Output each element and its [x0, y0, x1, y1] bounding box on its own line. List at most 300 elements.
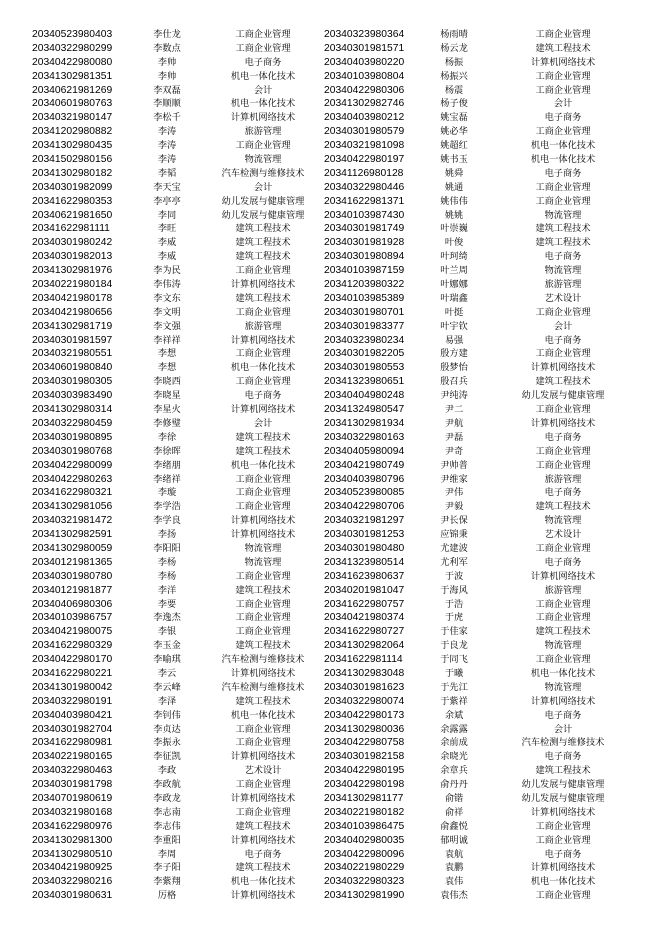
student-major: 计算机网络技术 [230, 279, 296, 291]
table-row [324, 709, 648, 723]
student-id: 20340421980749 [324, 459, 405, 471]
student-id: 20340303983490 [32, 390, 113, 402]
student-id: 20340422980197 [324, 154, 405, 166]
student-major: 建筑工程技术 [235, 695, 291, 707]
student-major: 工商企业管理 [235, 348, 291, 360]
table-row [32, 306, 324, 320]
table-row [324, 306, 648, 320]
student-major: 工商企业管理 [535, 70, 591, 82]
student-major: 工商企业管理 [235, 29, 291, 40]
table-row [32, 334, 324, 348]
student-major: 艺术设计 [544, 529, 582, 541]
table-row [324, 820, 648, 834]
student-major: 工商企业管理 [235, 737, 291, 749]
student-id: 20340601980840 [32, 362, 113, 374]
student-id: 20340103987430 [324, 209, 405, 221]
table-row [324, 153, 648, 167]
student-id: 20340322980216 [32, 876, 113, 888]
student-major: 建筑工程技术 [235, 431, 291, 443]
student-id: 20340301981623 [324, 681, 405, 693]
student-major: 物流管理 [244, 542, 282, 554]
table-row [32, 611, 324, 625]
student-id: 20340221980229 [324, 862, 405, 874]
student-major: 工商企业管理 [235, 487, 291, 499]
student-name: 尹维家 [440, 473, 468, 485]
table-row [324, 584, 648, 598]
table-row [32, 97, 324, 111]
student-major: 旅游管理 [244, 126, 282, 138]
table-row [324, 320, 648, 334]
student-major: 会计 [253, 84, 273, 96]
student-id: 20341323980514 [324, 556, 405, 568]
table-row [324, 806, 648, 820]
table-row [32, 431, 324, 445]
table-row [324, 778, 648, 792]
student-major: 计算机网络技术 [530, 695, 596, 707]
table-row [324, 56, 648, 70]
table-row [324, 84, 648, 98]
student-name: 姚通 [444, 181, 464, 193]
table-row [324, 347, 648, 361]
table-row [32, 195, 324, 209]
table-row [324, 222, 648, 236]
table-row [32, 875, 324, 889]
student-major: 工商企业管理 [235, 598, 291, 610]
student-major: 工商企业管理 [535, 404, 591, 416]
student-major: 建筑工程技术 [535, 626, 591, 638]
table-row [32, 584, 324, 598]
student-major: 电子商务 [544, 848, 582, 860]
student-major: 工商企业管理 [535, 542, 591, 554]
table-row [324, 264, 648, 278]
table-row [32, 292, 324, 306]
table-row [324, 445, 648, 459]
table-row [324, 486, 648, 500]
student-name: 李星火 [153, 404, 181, 416]
student-name: 余晓光 [440, 751, 468, 763]
student-id: 20340301980768 [32, 445, 113, 457]
table-row [32, 653, 324, 667]
student-major: 建筑工程技术 [235, 640, 291, 652]
student-major: 工商企业管理 [535, 306, 591, 318]
table-row [32, 473, 324, 487]
student-id: 20340301982013 [32, 251, 113, 263]
table-row [32, 709, 324, 723]
student-major: 工商企业管理 [535, 834, 591, 846]
student-id: 20340403980220 [324, 56, 405, 68]
student-name: 李银 [157, 626, 177, 638]
student-id: 20340601980763 [32, 98, 113, 110]
student-major: 汽车检测与维修技术 [521, 737, 605, 749]
student-major: 会计 [553, 98, 573, 110]
table-row [32, 181, 324, 195]
table-row [324, 431, 648, 445]
student-name: 李学浩 [153, 501, 181, 513]
table-row [32, 570, 324, 584]
student-id: 20341302981351 [32, 70, 113, 82]
table-row [324, 167, 648, 181]
student-major: 工商企业管理 [235, 306, 291, 318]
table-row [32, 556, 324, 570]
student-name: 于佳家 [440, 626, 468, 638]
student-id: 20340621981650 [32, 209, 113, 221]
student-major: 电子商务 [544, 167, 582, 179]
student-name: 李绪祥 [153, 473, 181, 485]
student-id: 20340301981928 [324, 237, 405, 249]
student-major: 建筑工程技术 [535, 376, 591, 388]
student-name: 李修璧 [153, 417, 181, 429]
student-name: 于曦 [444, 667, 464, 679]
table-row [32, 834, 324, 848]
student-id: 20341302980036 [324, 723, 405, 735]
table-row [32, 236, 324, 250]
table-row [32, 792, 324, 806]
student-name: 李泽 [157, 695, 177, 707]
student-id: 20340321981472 [32, 515, 113, 527]
table-row [324, 764, 648, 778]
student-major: 物流管理 [544, 265, 582, 277]
table-row [32, 528, 324, 542]
student-major: 工商企业管理 [235, 570, 291, 582]
student-major: 计算机网络技术 [530, 862, 596, 874]
student-name: 李天宝 [153, 181, 181, 193]
student-id: 20340301982158 [324, 751, 405, 763]
student-name: 李顺顺 [153, 98, 181, 110]
student-id: 20340321981098 [324, 140, 405, 152]
student-id: 20340322980459 [32, 417, 113, 429]
student-id: 20341324980547 [324, 404, 405, 416]
student-id: 20341622980981 [32, 737, 113, 749]
student-major: 计算机网络技术 [530, 806, 596, 818]
student-name: 李喻琪 [153, 654, 181, 666]
student-name: 李阳阳 [153, 542, 181, 554]
student-name: 李贞达 [153, 723, 181, 735]
student-name: 叶宇钦 [440, 320, 468, 332]
student-major: 计算机网络技术 [230, 834, 296, 846]
student-major: 幼儿发展与健康管理 [521, 390, 605, 402]
student-name: 李文强 [153, 320, 181, 332]
student-major: 建筑工程技术 [235, 237, 291, 249]
student-name: 殷梦怡 [440, 362, 468, 374]
student-id: 20340221980184 [32, 279, 113, 291]
student-id: 20340402980035 [324, 834, 405, 846]
student-name: 李徐 [157, 431, 177, 443]
table-row [324, 681, 648, 695]
student-id: 20341302981300 [32, 834, 113, 846]
student-id: 20341502980156 [32, 154, 113, 166]
student-major: 艺术设计 [244, 765, 282, 777]
table-row [324, 598, 648, 612]
student-id: 20340301983377 [324, 320, 405, 332]
student-id: 20340322980074 [324, 695, 405, 707]
table-row [32, 264, 324, 278]
student-id: 20340422980758 [324, 737, 405, 749]
student-name: 余露露 [440, 723, 468, 735]
table-row [32, 861, 324, 875]
student-name: 李洋 [157, 584, 177, 596]
student-id: 20340321980147 [32, 112, 113, 124]
student-name: 厉格 [157, 890, 177, 902]
student-id: 20340322980323 [324, 876, 405, 888]
table-row [324, 736, 648, 750]
student-name: 李学良 [153, 515, 181, 527]
student-major: 建筑工程技术 [235, 292, 291, 304]
student-id: 20340301980579 [324, 126, 405, 138]
table-row [324, 375, 648, 389]
student-id: 20341323980651 [324, 376, 405, 388]
student-major: 工商企业管理 [235, 140, 291, 152]
student-id: 20340701980619 [32, 792, 113, 804]
student-name: 李晓星 [153, 390, 181, 402]
student-major: 机电一体化技术 [530, 140, 596, 152]
table-row [32, 375, 324, 389]
table-row [324, 334, 648, 348]
student-major: 物流管理 [544, 681, 582, 693]
student-id: 20340422980099 [32, 459, 113, 471]
student-id: 20341302980059 [32, 542, 113, 554]
student-major: 工商企业管理 [535, 29, 591, 40]
student-id: 20340422980173 [324, 709, 405, 721]
student-name: 杨振 [444, 56, 464, 68]
student-name: 杨云龙 [440, 42, 468, 54]
table-row [324, 750, 648, 764]
table-row [324, 139, 648, 153]
student-major: 工商企业管理 [535, 348, 591, 360]
student-major: 电子商务 [544, 334, 582, 346]
student-name: 李政龙 [153, 792, 181, 804]
student-major: 机电一体化技术 [230, 70, 296, 82]
table-row [324, 500, 648, 514]
student-id: 20340422980263 [32, 473, 113, 485]
student-name: 李扬 [157, 529, 177, 541]
student-major: 工商企业管理 [535, 181, 591, 193]
student-major: 工商企业管理 [535, 459, 591, 471]
student-name: 李伟涛 [153, 279, 181, 291]
student-major: 旅游管理 [544, 279, 582, 291]
table-row [324, 209, 648, 223]
student-name: 杨雨晴 [440, 29, 468, 40]
student-name: 叶俊 [444, 237, 464, 249]
student-name: 李绪朋 [153, 459, 181, 471]
student-major: 汽车检测与维修技术 [221, 681, 305, 693]
table-row [324, 42, 648, 56]
student-major: 电子商务 [244, 848, 282, 860]
table-row [324, 403, 648, 417]
student-id: 20341622981114 [324, 654, 403, 666]
student-id: 20340323980234 [324, 334, 405, 346]
student-major: 建筑工程技术 [535, 237, 591, 249]
student-major: 旅游管理 [244, 320, 282, 332]
student-name: 李祥祥 [153, 334, 181, 346]
student-id: 20340322980446 [324, 181, 405, 193]
student-major: 工商企业管理 [535, 84, 591, 96]
table-row [324, 278, 648, 292]
table-row [32, 750, 324, 764]
student-major: 工商企业管理 [535, 890, 591, 902]
student-id: 20341302982064 [324, 640, 405, 652]
table-row [32, 500, 324, 514]
table-row [32, 514, 324, 528]
table-row [324, 125, 648, 139]
student-id: 20341302982591 [32, 529, 113, 541]
student-id: 20340103980804 [324, 70, 405, 82]
student-major: 机电一体化技术 [230, 459, 296, 471]
student-name: 李同 [157, 209, 177, 221]
student-major: 电子商务 [544, 556, 582, 568]
student-id: 20340322980191 [32, 695, 113, 707]
student-id: 20340421980075 [32, 626, 113, 638]
student-id: 20340321981297 [324, 515, 405, 527]
student-id: 20340422980096 [324, 848, 405, 860]
student-name: 李数点 [153, 42, 181, 54]
student-name: 余前成 [440, 737, 468, 749]
student-name: 李要 [157, 598, 177, 610]
table-row [324, 111, 648, 125]
student-major: 旅游管理 [544, 473, 582, 485]
student-major: 计算机网络技术 [230, 751, 296, 763]
student-id: 20340301981571 [324, 42, 405, 54]
student-id: 20340121981365 [32, 556, 113, 568]
student-id: 20340322980463 [32, 765, 113, 777]
student-name: 李逸杰 [153, 612, 181, 624]
table-row [32, 778, 324, 792]
student-major: 艺术设计 [544, 292, 582, 304]
student-id: 20340221980165 [32, 751, 113, 763]
student-name: 尤利军 [440, 556, 468, 568]
table-row [32, 250, 324, 264]
student-name: 李周 [157, 848, 177, 860]
table-row [324, 528, 648, 542]
student-id: 20341302983048 [324, 667, 405, 679]
table-row [324, 834, 648, 848]
table-row [32, 806, 324, 820]
student-id: 20341623980637 [324, 570, 405, 582]
student-major: 工商企业管理 [535, 612, 591, 624]
student-id: 20341202980882 [32, 126, 113, 138]
student-major: 机电一体化技术 [230, 876, 296, 888]
student-major: 工商企业管理 [235, 265, 291, 277]
student-name: 姚姚 [444, 209, 464, 221]
table-row [32, 417, 324, 431]
table-row [32, 486, 324, 500]
student-name: 尹毅 [444, 501, 464, 513]
table-row [32, 403, 324, 417]
student-name: 李云 [157, 667, 177, 679]
student-id: 20340103986475 [324, 820, 405, 832]
table-row [324, 97, 648, 111]
student-id: 20340422980195 [324, 765, 405, 777]
student-major: 建筑工程技术 [535, 223, 591, 235]
table-row [324, 861, 648, 875]
student-major: 建筑工程技术 [235, 584, 291, 596]
student-name: 于先江 [440, 681, 468, 693]
student-major: 建筑工程技术 [235, 445, 291, 457]
student-id: 20340301980553 [324, 362, 405, 374]
table-row [324, 292, 648, 306]
student-id: 20340301980242 [32, 237, 113, 249]
table-row [32, 320, 324, 334]
table-row [32, 278, 324, 292]
table-row [324, 792, 648, 806]
student-name: 尹纯涛 [440, 390, 468, 402]
student-name: 李征凯 [153, 751, 181, 763]
table-row [32, 347, 324, 361]
student-major: 计算机网络技术 [530, 417, 596, 429]
student-name: 姚书玉 [440, 154, 468, 166]
table-row [32, 111, 324, 125]
student-name: 李涛 [157, 154, 177, 166]
table-row [32, 153, 324, 167]
student-id: 20340301981253 [324, 529, 405, 541]
student-id: 20340322980163 [324, 431, 405, 443]
table-row [32, 361, 324, 375]
student-id: 20341302981976 [32, 265, 113, 277]
student-name: 李韬 [157, 167, 177, 179]
student-name: 李仕龙 [153, 29, 181, 40]
student-name: 俞丹丹 [440, 779, 468, 791]
table-row [32, 125, 324, 139]
student-name: 李亭亭 [153, 195, 181, 207]
student-major: 工商企业管理 [535, 820, 591, 832]
student-name: 尹二 [444, 404, 464, 416]
student-name: 易强 [444, 334, 464, 346]
student-id: 20341301980042 [32, 681, 113, 693]
student-major: 机电一体化技术 [530, 667, 596, 679]
student-id: 20340404980248 [324, 390, 405, 402]
student-name: 于同飞 [440, 654, 468, 666]
student-name: 叶瑞鑫 [440, 292, 468, 304]
student-major: 机电一体化技术 [530, 876, 596, 888]
student-name: 于波 [444, 570, 464, 582]
student-name: 尤建波 [440, 542, 468, 554]
student-id: 20341622981111 [32, 223, 110, 235]
table-row [32, 723, 324, 737]
student-name: 姚伟伟 [440, 195, 468, 207]
table-row [324, 28, 648, 42]
student-name: 李双磊 [153, 84, 181, 96]
student-major: 工商企业管理 [235, 779, 291, 791]
student-name: 李振永 [153, 737, 181, 749]
table-row [324, 653, 648, 667]
student-name: 李想 [157, 362, 177, 374]
student-id: 20340523980403 [32, 29, 113, 40]
student-name: 殷召兵 [440, 376, 468, 388]
student-id: 20340403980421 [32, 709, 113, 721]
student-name: 李旺 [157, 223, 177, 235]
student-major: 机电一体化技术 [230, 98, 296, 110]
student-major: 工商企业管理 [235, 501, 291, 513]
student-id: 20341302980314 [32, 404, 113, 416]
student-major: 建筑工程技术 [235, 820, 291, 832]
student-id: 20340321980168 [32, 806, 113, 818]
table-row [32, 639, 324, 653]
student-major: 电子商务 [544, 251, 582, 263]
table-row [32, 139, 324, 153]
student-name: 李威 [157, 237, 177, 249]
student-major: 电子商务 [244, 56, 282, 68]
student-name: 姚超红 [440, 140, 468, 152]
student-name: 李徐晖 [153, 445, 181, 457]
student-name: 应锦秉 [440, 529, 468, 541]
student-id: 20341203980322 [324, 279, 405, 291]
student-name: 李晓西 [153, 376, 181, 388]
table-row [324, 875, 648, 889]
student-name: 李紫翔 [153, 876, 181, 888]
student-major: 电子商务 [544, 487, 582, 499]
student-major: 幼儿发展与健康管理 [221, 209, 305, 221]
student-name: 李涛 [157, 140, 177, 152]
student-name: 叶娜娜 [440, 279, 468, 291]
